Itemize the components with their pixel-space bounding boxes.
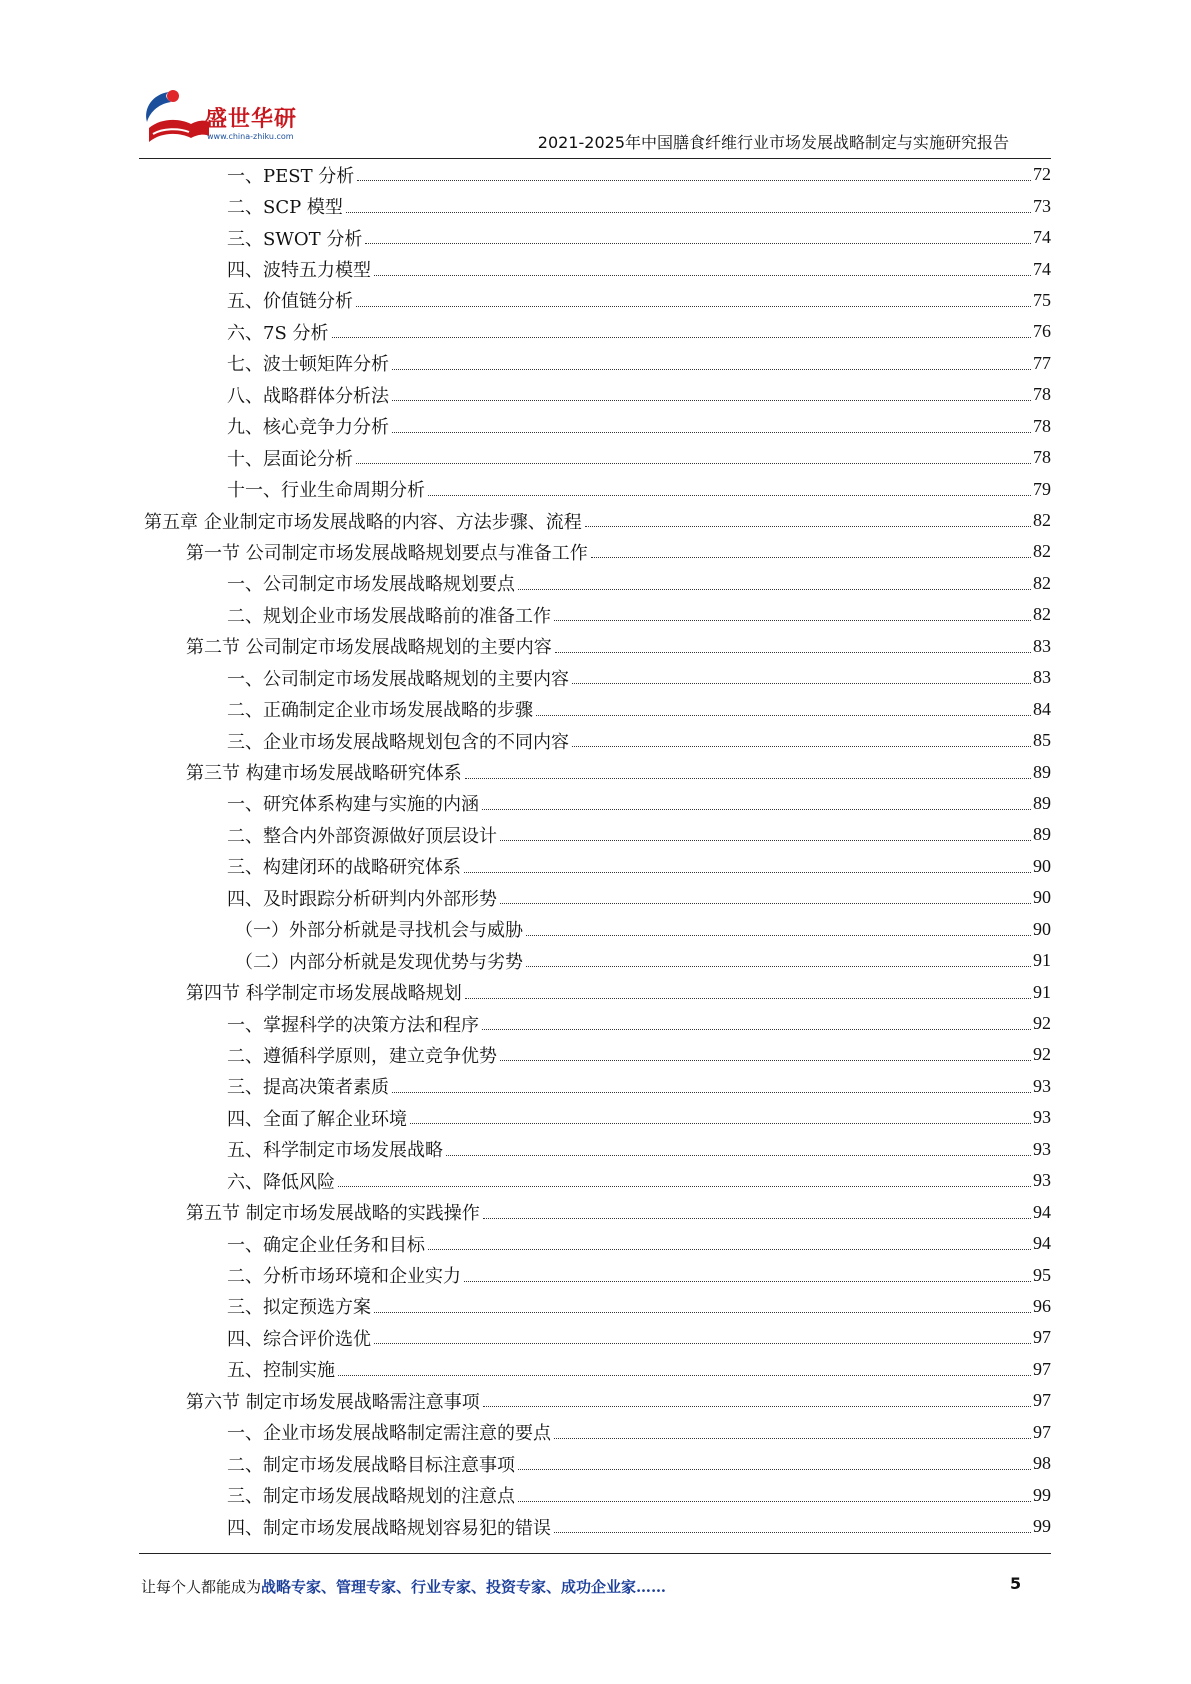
toc-entry[interactable] <box>139 159 1051 190</box>
toc-entry-title: （二）内部分析就是发现优势与劣势 <box>235 951 523 973</box>
toc-entry[interactable] <box>139 253 1051 284</box>
toc-entry-title: 二、正确制定企业市场发展战略的步骤 <box>227 700 533 722</box>
toc-dot-leader <box>374 1312 1031 1313</box>
toc-dot-leader <box>365 243 1031 244</box>
toc-entry-title: 八、战略群体分析法 <box>227 385 389 407</box>
toc-entry-title: 四、及时跟踪分析研判内外部形势 <box>227 888 497 910</box>
report-title: 2021-2025年中国膳食纤维行业市场发展战略制定与实施研究报告 <box>537 133 1009 152</box>
toc-entry-page: 82 <box>1033 604 1051 625</box>
page-header <box>139 78 1051 158</box>
table-of-contents <box>139 159 1051 1542</box>
toc-entry-page: 84 <box>1033 698 1051 719</box>
toc-entry[interactable] <box>139 756 1051 787</box>
footer-slogan <box>141 1576 666 1597</box>
toc-entry-page: 94 <box>1033 1201 1051 1222</box>
toc-entry-page: 90 <box>1033 855 1051 876</box>
toc-entry[interactable] <box>139 190 1051 221</box>
toc-entry[interactable] <box>139 599 1051 630</box>
toc-dot-leader <box>482 809 1031 810</box>
toc-dot-leader <box>338 1375 1031 1376</box>
toc-entry-page: 91 <box>1033 981 1051 1002</box>
toc-dot-leader <box>446 1155 1031 1156</box>
toc-entry-title: 一、公司制定市场发展战略规划的主要内容 <box>227 668 569 690</box>
toc-entry-page: 83 <box>1033 667 1051 688</box>
page-number: 5 <box>1010 1574 1022 1593</box>
toc-entry-title: 六、降低风险 <box>227 1171 335 1193</box>
toc-entry-title: 三、构建闭环的战略研究体系 <box>227 857 461 879</box>
toc-dot-leader <box>374 275 1031 276</box>
toc-entry-page: 83 <box>1033 635 1051 656</box>
toc-entry-title: 一、确定企业任务和目标 <box>227 1234 425 1256</box>
toc-dot-leader <box>518 1469 1031 1470</box>
toc-dot-leader <box>572 683 1031 684</box>
toc-entry-title: 四、综合评价选优 <box>227 1328 371 1350</box>
toc-entry-title: 一、公司制定市场发展战略规划要点 <box>227 574 515 596</box>
toc-entry-page: 82 <box>1033 510 1051 531</box>
toc-dot-leader <box>591 557 1031 558</box>
toc-dot-leader <box>392 1092 1031 1093</box>
toc-dot-leader <box>357 180 1031 181</box>
toc-entry-title: 第三节 构建市场发展战略研究体系 <box>186 763 462 785</box>
toc-dot-leader <box>483 1218 1031 1219</box>
toc-entry-title: 九、核心竞争力分析 <box>227 417 389 439</box>
toc-entry[interactable] <box>139 1322 1051 1353</box>
toc-entry[interactable] <box>139 505 1051 536</box>
toc-dot-leader <box>526 966 1031 967</box>
toc-dot-leader <box>346 212 1031 213</box>
toc-entry[interactable] <box>139 662 1051 693</box>
toc-entry[interactable] <box>139 316 1051 347</box>
toc-dot-leader <box>572 746 1031 747</box>
toc-entry[interactable] <box>139 1259 1051 1290</box>
toc-entry[interactable] <box>139 348 1051 379</box>
toc-entry-page: 89 <box>1033 761 1051 782</box>
toc-entry-page: 97 <box>1033 1421 1051 1442</box>
toc-entry-title: 第二节 公司制定市场发展战略规划的主要内容 <box>186 637 552 659</box>
toc-dot-leader <box>555 652 1031 653</box>
toc-entry[interactable] <box>139 631 1051 662</box>
slogan-highlight: 战略专家、管理专家、行业专家、投资专家、成功企业家…… <box>261 1578 667 1596</box>
toc-entry-title: 四、全面了解企业环境 <box>227 1108 407 1130</box>
toc-entry[interactable] <box>139 1291 1051 1322</box>
toc-entry[interactable] <box>139 379 1051 410</box>
toc-dot-leader <box>482 1029 1031 1030</box>
toc-dot-leader <box>392 369 1031 370</box>
toc-entry-title: （一）外部分析就是寻找机会与威胁 <box>235 920 523 942</box>
toc-dot-leader <box>465 778 1031 779</box>
toc-entry[interactable] <box>139 1008 1051 1039</box>
toc-entry[interactable] <box>139 725 1051 756</box>
toc-dot-leader <box>338 1186 1031 1187</box>
toc-entry-page: 93 <box>1033 1138 1051 1159</box>
toc-entry-title: 五、价值链分析 <box>227 291 353 313</box>
toc-entry-title: 四、制定市场发展战略规划容易犯的错误 <box>227 1517 551 1539</box>
toc-dot-leader <box>500 903 1031 904</box>
toc-entry[interactable] <box>139 1196 1051 1227</box>
toc-entry-page: 78 <box>1033 384 1051 405</box>
toc-entry-title: 一、PEST 分析 <box>227 165 355 187</box>
toc-entry[interactable] <box>139 976 1051 1007</box>
toc-entry-title: 三、企业市场发展战略规划包含的不同内容 <box>227 731 569 753</box>
toc-dot-leader <box>392 400 1031 401</box>
toc-entry-page: 74 <box>1033 227 1051 248</box>
toc-entry[interactable] <box>139 1448 1051 1479</box>
toc-entry-page: 77 <box>1033 352 1051 373</box>
toc-entry-page: 93 <box>1033 1107 1051 1128</box>
toc-entry-page: 92 <box>1033 1013 1051 1034</box>
toc-entry-title: 四、波特五力模型 <box>227 260 371 282</box>
toc-dot-leader <box>554 1532 1031 1533</box>
toc-entry-page: 74 <box>1033 258 1051 279</box>
company-logo-icon <box>139 84 213 150</box>
toc-entry[interactable] <box>139 1228 1051 1259</box>
toc-entry[interactable] <box>139 851 1051 882</box>
toc-entry[interactable] <box>139 945 1051 976</box>
toc-dot-leader <box>585 526 1031 527</box>
toc-entry-title: 十、层面论分析 <box>227 448 353 470</box>
toc-dot-leader <box>554 1438 1031 1439</box>
toc-entry-page: 89 <box>1033 824 1051 845</box>
toc-dot-leader <box>392 432 1031 433</box>
toc-entry[interactable] <box>139 1354 1051 1385</box>
toc-entry-page: 85 <box>1033 730 1051 751</box>
toc-entry[interactable] <box>139 285 1051 316</box>
slogan-prefix: 让每个人都能成为 <box>141 1578 262 1596</box>
toc-dot-leader <box>332 337 1031 338</box>
toc-dot-leader <box>465 998 1031 999</box>
toc-entry-page: 97 <box>1033 1358 1051 1379</box>
toc-dot-leader <box>518 589 1031 590</box>
toc-entry-title: 二、整合内外部资源做好顶层设计 <box>227 825 497 847</box>
logo-text: 盛世华研 <box>205 107 298 132</box>
toc-entry-title: 第五节 制定市场发展战略的实践操作 <box>186 1203 480 1225</box>
toc-entry-page: 91 <box>1033 950 1051 971</box>
toc-dot-leader <box>554 620 1031 621</box>
toc-entry[interactable] <box>139 568 1051 599</box>
toc-entry-page: 72 <box>1033 164 1051 185</box>
toc-entry-title: 二、遵循科学原则，建立竞争优势 <box>227 1045 497 1067</box>
toc-dot-leader <box>428 1249 1031 1250</box>
toc-entry[interactable] <box>139 1385 1051 1416</box>
toc-entry[interactable] <box>139 1511 1051 1542</box>
toc-entry-title: 一、研究体系构建与实施的内涵 <box>227 794 479 816</box>
toc-entry-page: 94 <box>1033 1233 1051 1254</box>
toc-entry-page: 82 <box>1033 541 1051 562</box>
toc-entry-page: 76 <box>1033 321 1051 342</box>
toc-entry-title: 六、7S 分析 <box>227 322 329 344</box>
toc-entry-page: 97 <box>1033 1327 1051 1348</box>
logo-url: www.china-zhiku.com <box>207 132 294 141</box>
toc-entry-page: 97 <box>1033 1390 1051 1411</box>
toc-entry-title: 三、拟定预选方案 <box>227 1297 371 1319</box>
toc-entry-title: 第六节 制定市场发展战略需注意事项 <box>186 1391 480 1413</box>
toc-entry-title: 二、SCP 模型 <box>227 197 343 219</box>
toc-entry[interactable] <box>139 882 1051 913</box>
toc-entry[interactable] <box>139 1134 1051 1165</box>
toc-entry-page: 90 <box>1033 887 1051 908</box>
toc-dot-leader <box>483 1406 1031 1407</box>
toc-entry[interactable] <box>139 442 1051 473</box>
toc-entry[interactable] <box>139 1417 1051 1448</box>
toc-entry-page: 78 <box>1033 415 1051 436</box>
toc-entry-title: 二、分析市场环境和企业实力 <box>227 1266 461 1288</box>
toc-entry[interactable] <box>139 819 1051 850</box>
toc-entry-page: 93 <box>1033 1075 1051 1096</box>
toc-entry[interactable] <box>139 222 1051 253</box>
toc-dot-leader <box>410 1123 1031 1124</box>
toc-dot-leader <box>500 1060 1031 1061</box>
toc-dot-leader <box>428 495 1031 496</box>
toc-entry[interactable] <box>139 473 1051 504</box>
toc-entry[interactable] <box>139 1039 1051 1070</box>
toc-entry[interactable] <box>139 788 1051 819</box>
toc-entry[interactable] <box>139 411 1051 442</box>
toc-entry-title: 十一、行业生命周期分析 <box>227 480 425 502</box>
toc-entry-page: 95 <box>1033 1264 1051 1285</box>
toc-entry-page: 75 <box>1033 289 1051 310</box>
toc-entry-page: 99 <box>1033 1484 1051 1505</box>
toc-entry-page: 96 <box>1033 1295 1051 1316</box>
toc-dot-leader <box>356 463 1031 464</box>
toc-dot-leader <box>526 935 1031 936</box>
toc-dot-leader <box>518 1501 1031 1502</box>
toc-entry-page: 99 <box>1033 1516 1051 1537</box>
toc-entry-page: 92 <box>1033 1044 1051 1065</box>
toc-entry-title: 五、控制实施 <box>227 1360 335 1382</box>
toc-entry-title: 三、提高决策者素质 <box>227 1077 389 1099</box>
toc-entry-page: 89 <box>1033 792 1051 813</box>
toc-entry-page: 98 <box>1033 1453 1051 1474</box>
toc-dot-leader <box>464 872 1031 873</box>
toc-entry-page: 82 <box>1033 572 1051 593</box>
toc-entry-title: 二、规划企业市场发展战略前的准备工作 <box>227 605 551 627</box>
toc-entry-title: 一、掌握科学的决策方法和程序 <box>227 1014 479 1036</box>
toc-entry-title: 二、制定市场发展战略目标注意事项 <box>227 1454 515 1476</box>
toc-entry-title: 七、波士顿矩阵分析 <box>227 354 389 376</box>
toc-dot-leader <box>536 715 1031 716</box>
toc-entry-page: 79 <box>1033 478 1051 499</box>
toc-entry[interactable] <box>139 914 1051 945</box>
toc-dot-leader <box>356 306 1031 307</box>
toc-entry[interactable] <box>139 536 1051 567</box>
toc-dot-leader <box>374 1343 1031 1344</box>
toc-entry-title: 三、制定市场发展战略规划的注意点 <box>227 1486 515 1508</box>
toc-entry-title: 五、科学制定市场发展战略 <box>227 1140 443 1162</box>
toc-entry-page: 90 <box>1033 918 1051 939</box>
toc-entry-page: 78 <box>1033 447 1051 468</box>
toc-dot-leader <box>500 840 1031 841</box>
toc-dot-leader <box>464 1281 1031 1282</box>
toc-entry[interactable] <box>139 1165 1051 1196</box>
toc-entry[interactable] <box>139 1479 1051 1510</box>
footer-divider <box>139 1553 1051 1554</box>
toc-entry[interactable] <box>139 693 1051 724</box>
toc-entry-page: 73 <box>1033 195 1051 216</box>
toc-entry[interactable] <box>139 1071 1051 1102</box>
toc-entry-title: 第五章 企业制定市场发展战略的内容、方法步骤、流程 <box>144 511 582 533</box>
toc-entry[interactable] <box>139 1102 1051 1133</box>
toc-entry-title: 第四节 科学制定市场发展战略规划 <box>186 983 462 1005</box>
toc-entry-title: 一、企业市场发展战略制定需注意的要点 <box>227 1423 551 1445</box>
toc-entry-title: 第一节 公司制定市场发展战略规划要点与准备工作 <box>186 542 588 564</box>
toc-entry-title: 三、SWOT 分析 <box>227 228 363 250</box>
toc-entry-page: 93 <box>1033 1170 1051 1191</box>
